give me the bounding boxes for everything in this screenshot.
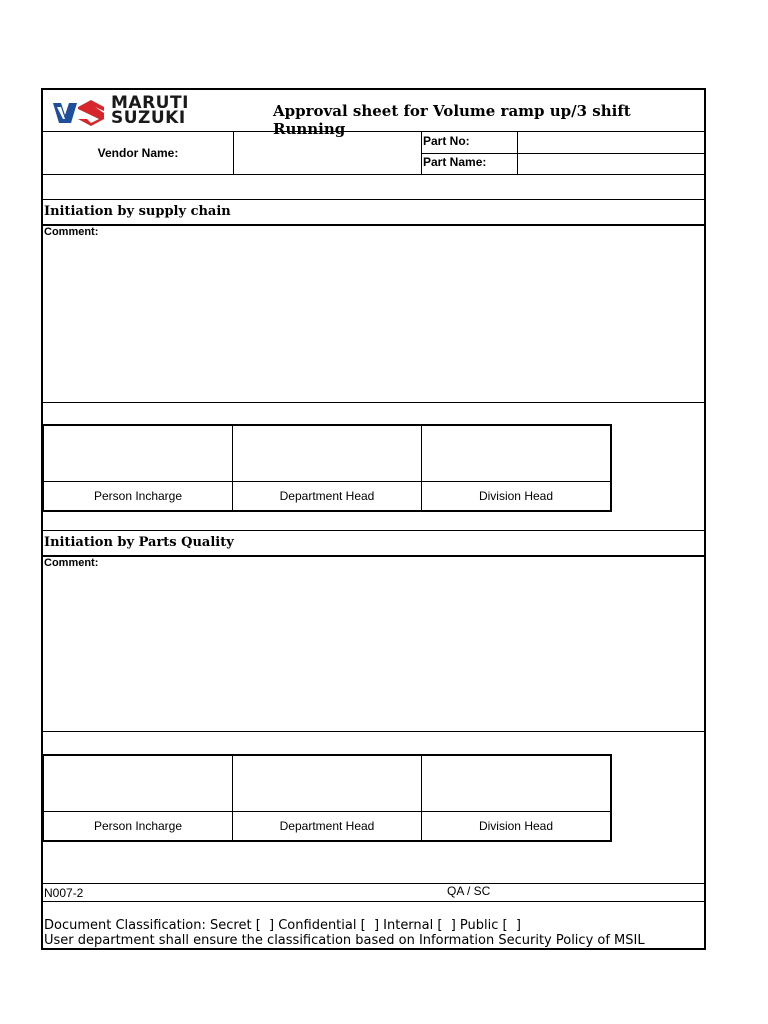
comment-label: Comment: (44, 226, 99, 238)
signature-cell-division-head[interactable] (422, 756, 610, 840)
logo-line-maruti: MARUTI (111, 93, 189, 113)
divider (43, 224, 704, 226)
approval-sheet (41, 88, 706, 950)
divider (43, 199, 704, 200)
signature-caption: Department Head (233, 481, 421, 510)
page-title: Approval sheet for Volume ramp up/3 shift Running (273, 102, 631, 138)
signature-caption: Division Head (422, 481, 610, 510)
signature-cell-person-incharge[interactable] (44, 756, 233, 840)
policy-note: User department shall ensure the classification based on Information Security Policy of MSIL (44, 933, 645, 948)
signature-caption: Department Head (233, 811, 421, 840)
comment-label: Comment: (44, 557, 99, 569)
divider (43, 555, 704, 557)
part-name-label: Part Name: (423, 155, 487, 169)
signature-cell-division-head[interactable] (422, 426, 610, 510)
section-heading-supply-chain: Initiation by supply chain (44, 204, 231, 219)
vendor-name-field[interactable] (234, 132, 421, 174)
signature-caption: Division Head (422, 811, 610, 840)
divider (43, 174, 704, 175)
document-classification: Document Classification: Secret [ ] Confidential [ ] Internal [ ] Public [ ] (44, 918, 521, 933)
part-name-field[interactable] (518, 153, 704, 174)
suzuki-s-icon (51, 97, 107, 129)
document-code: N007-2 (44, 886, 84, 900)
logo-text (111, 93, 189, 128)
divider (43, 402, 704, 403)
supply-chain-comment-field[interactable] (44, 240, 703, 400)
parts-quality-comment-field[interactable] (44, 571, 703, 729)
maruti-suzuki-logo (51, 93, 211, 130)
department-code: QA / SC (447, 884, 491, 898)
part-no-label: Part No: (423, 134, 470, 148)
signature-cell-department-head[interactable] (233, 756, 422, 840)
supply-chain-signature-block (42, 424, 612, 512)
section-heading-parts-quality: Initiation by Parts Quality (44, 535, 234, 550)
divider (43, 731, 704, 732)
vendor-name-label: Vendor Name: (97, 146, 179, 160)
signature-cell-person-incharge[interactable] (44, 426, 233, 510)
signature-cell-department-head[interactable] (233, 426, 422, 510)
logo-line-suzuki: SUZUKI (111, 108, 186, 128)
parts-quality-signature-block (42, 754, 612, 842)
divider (43, 883, 704, 884)
divider (517, 132, 518, 174)
divider (43, 901, 704, 902)
signature-caption: Person Incharge (44, 811, 232, 840)
signature-caption: Person Incharge (44, 481, 232, 510)
part-no-field[interactable] (518, 132, 704, 153)
divider (43, 530, 704, 531)
